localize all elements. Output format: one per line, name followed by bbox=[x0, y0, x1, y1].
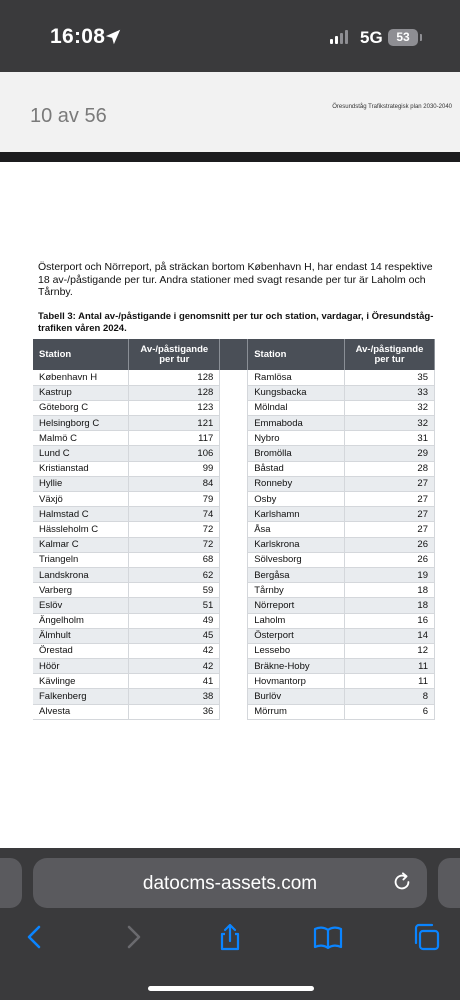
station-name-cell: Kungsbacka bbox=[248, 385, 345, 400]
table-header-row bbox=[33, 339, 435, 370]
table-row bbox=[33, 689, 435, 704]
address-bar[interactable] bbox=[33, 858, 427, 908]
table-body bbox=[33, 370, 435, 719]
value-cell: 12 bbox=[345, 643, 435, 658]
value-cell: 29 bbox=[345, 446, 435, 461]
column-header-value-line2: per tur bbox=[159, 353, 190, 365]
gap-cell bbox=[220, 370, 248, 385]
value-cell: 19 bbox=[345, 567, 435, 582]
value-cell: 14 bbox=[345, 628, 435, 643]
location-arrow-icon bbox=[104, 28, 122, 46]
station-name-cell: Båstad bbox=[248, 461, 345, 476]
document-running-header: Öresundståg Trafikstrategisk plan 2030-2040 bbox=[332, 104, 452, 110]
document-page[interactable] bbox=[0, 162, 460, 848]
gap-cell bbox=[220, 659, 248, 674]
station-name-cell: Halmstad C bbox=[33, 507, 129, 522]
gap-cell bbox=[220, 431, 248, 446]
station-name-cell: Växjö bbox=[33, 492, 129, 507]
table-row bbox=[33, 674, 435, 689]
column-header-station-left: Station bbox=[33, 339, 129, 370]
station-name-cell: Tårnby bbox=[248, 583, 345, 598]
station-name-cell: Hässleholm C bbox=[33, 522, 129, 537]
value-cell: 74 bbox=[129, 507, 220, 522]
value-cell: 18 bbox=[345, 583, 435, 598]
table-row bbox=[33, 552, 435, 567]
table-row bbox=[33, 492, 435, 507]
station-name-cell: Alvesta bbox=[33, 704, 129, 719]
station-name-cell: Varberg bbox=[33, 583, 129, 598]
gap-cell bbox=[220, 461, 248, 476]
station-name-cell: Älmhult bbox=[33, 628, 129, 643]
station-name-cell: Ronneby bbox=[248, 476, 345, 491]
status-time: 16:08 bbox=[50, 25, 106, 48]
gap-cell bbox=[220, 476, 248, 491]
value-cell: 27 bbox=[345, 507, 435, 522]
table-row bbox=[33, 659, 435, 674]
table-row bbox=[33, 704, 435, 719]
network-type: 5G bbox=[360, 28, 383, 47]
table-caption: Tabell 3: Antal av-/påstigande i genomsnitt per tur och station, vardagar, i Öresundstågtrafiken våren 2024. bbox=[38, 311, 434, 334]
book-icon[interactable] bbox=[313, 922, 343, 952]
gap-cell bbox=[220, 674, 248, 689]
value-cell: 51 bbox=[129, 598, 220, 613]
value-cell: 27 bbox=[345, 492, 435, 507]
station-name-cell: Mörrum bbox=[248, 704, 345, 719]
station-name-cell: Höör bbox=[33, 659, 129, 674]
gap-cell bbox=[220, 598, 248, 613]
value-cell: 42 bbox=[129, 643, 220, 658]
station-name-cell: Örestad bbox=[33, 643, 129, 658]
station-name-cell: Falkenberg bbox=[33, 689, 129, 704]
previous-tab-peek[interactable] bbox=[0, 858, 22, 908]
station-name-cell: Nybro bbox=[248, 431, 345, 446]
station-name-cell: Karlshamn bbox=[248, 507, 345, 522]
gap-cell bbox=[220, 537, 248, 552]
column-header-value-line1: Av-/påstigande bbox=[355, 343, 424, 355]
station-name-cell: Kastrup bbox=[33, 385, 129, 400]
table-row bbox=[33, 643, 435, 658]
table-row bbox=[33, 461, 435, 476]
column-header-value-line1: Av-/påstigande bbox=[140, 343, 209, 355]
table-row bbox=[33, 613, 435, 628]
gap-cell bbox=[220, 492, 248, 507]
value-cell: 33 bbox=[345, 385, 435, 400]
gap-cell bbox=[220, 507, 248, 522]
table-row bbox=[33, 370, 435, 385]
value-cell: 59 bbox=[129, 583, 220, 598]
share-icon[interactable] bbox=[215, 922, 245, 952]
value-cell: 62 bbox=[129, 567, 220, 582]
gap-cell bbox=[220, 567, 248, 582]
column-header-value-right bbox=[345, 339, 435, 370]
table-row bbox=[33, 416, 435, 431]
station-name-cell: Laholm bbox=[248, 613, 345, 628]
station-name-cell: Ramlösa bbox=[248, 370, 345, 385]
value-cell: 72 bbox=[129, 522, 220, 537]
station-name-cell: Kristianstad bbox=[33, 461, 129, 476]
reload-icon[interactable] bbox=[391, 871, 413, 893]
intro-paragraph: Österport och Nörreport, på sträckan bortom København H, har endast 14 respektive 18 av-/påstigande per tur. Andra stationer med svagt resande per tur är Laholm och Tårnby. bbox=[38, 261, 433, 298]
gap-cell bbox=[220, 446, 248, 461]
table-row bbox=[33, 385, 435, 400]
value-cell: 49 bbox=[129, 613, 220, 628]
value-cell: 8 bbox=[345, 689, 435, 704]
gap-cell bbox=[220, 583, 248, 598]
station-name-cell: Sölvesborg bbox=[248, 552, 345, 567]
station-name-cell: Triangeln bbox=[33, 552, 129, 567]
address-bar-url: datocms-assets.com bbox=[142, 873, 318, 894]
table-row bbox=[33, 400, 435, 415]
column-header-value-line2: per tur bbox=[374, 353, 405, 365]
value-cell: 16 bbox=[345, 613, 435, 628]
value-cell: 106 bbox=[129, 446, 220, 461]
value-cell: 36 bbox=[129, 704, 220, 719]
value-cell: 117 bbox=[129, 431, 220, 446]
value-cell: 11 bbox=[345, 674, 435, 689]
value-cell: 6 bbox=[345, 704, 435, 719]
gap-cell bbox=[220, 643, 248, 658]
table-row bbox=[33, 598, 435, 613]
gap-cell bbox=[220, 416, 248, 431]
station-name-cell: Lund C bbox=[33, 446, 129, 461]
value-cell: 27 bbox=[345, 522, 435, 537]
table-row bbox=[33, 446, 435, 461]
value-cell: 68 bbox=[129, 552, 220, 567]
document-viewer-header bbox=[0, 72, 460, 152]
table-row bbox=[33, 522, 435, 537]
gap-cell bbox=[220, 613, 248, 628]
station-name-cell: Karlskrona bbox=[248, 537, 345, 552]
tabs-icon[interactable] bbox=[411, 922, 441, 952]
value-cell: 32 bbox=[345, 400, 435, 415]
value-cell: 28 bbox=[345, 461, 435, 476]
status-bar bbox=[0, 0, 460, 72]
table-row bbox=[33, 507, 435, 522]
station-name-cell: Nörreport bbox=[248, 598, 345, 613]
value-cell: 31 bbox=[345, 431, 435, 446]
value-cell: 11 bbox=[345, 659, 435, 674]
station-name-cell: Hyllie bbox=[33, 476, 129, 491]
station-name-cell: Landskrona bbox=[33, 567, 129, 582]
table-row bbox=[33, 567, 435, 582]
station-name-cell: Kalmar C bbox=[33, 537, 129, 552]
station-name-cell: Osby bbox=[248, 492, 345, 507]
table-row bbox=[33, 431, 435, 446]
column-header-station-right: Station bbox=[248, 339, 345, 370]
value-cell: 35 bbox=[345, 370, 435, 385]
table-row bbox=[33, 583, 435, 598]
value-cell: 38 bbox=[129, 689, 220, 704]
page-separator bbox=[0, 152, 460, 162]
station-name-cell: Bräkne-Hoby bbox=[248, 659, 345, 674]
station-name-cell: Bergåsa bbox=[248, 567, 345, 582]
gap-cell bbox=[220, 552, 248, 567]
value-cell: 41 bbox=[129, 674, 220, 689]
value-cell: 32 bbox=[345, 416, 435, 431]
next-tab-peek[interactable] bbox=[438, 858, 460, 908]
station-table bbox=[33, 339, 435, 720]
column-header-gap bbox=[220, 339, 248, 370]
gap-cell bbox=[220, 689, 248, 704]
station-name-cell: Burlöv bbox=[248, 689, 345, 704]
station-name-cell: Hovmantorp bbox=[248, 674, 345, 689]
page-counter: 10 av 56 bbox=[30, 105, 107, 127]
value-cell: 72 bbox=[129, 537, 220, 552]
value-cell: 79 bbox=[129, 492, 220, 507]
value-cell: 42 bbox=[129, 659, 220, 674]
table-row bbox=[33, 537, 435, 552]
value-cell: 84 bbox=[129, 476, 220, 491]
value-cell: 18 bbox=[345, 598, 435, 613]
value-cell: 123 bbox=[129, 400, 220, 415]
chevron-left-icon[interactable] bbox=[20, 922, 50, 952]
station-name-cell: Ängelholm bbox=[33, 613, 129, 628]
station-name-cell: Helsingborg C bbox=[33, 416, 129, 431]
value-cell: 45 bbox=[129, 628, 220, 643]
value-cell: 128 bbox=[129, 385, 220, 400]
station-name-cell: Malmö C bbox=[33, 431, 129, 446]
column-header-value-left bbox=[129, 339, 220, 370]
battery-icon: 53 bbox=[388, 29, 418, 46]
station-name-cell: Åsa bbox=[248, 522, 345, 537]
value-cell: 26 bbox=[345, 552, 435, 567]
station-name-cell: Österport bbox=[248, 628, 345, 643]
browser-toolbar bbox=[0, 848, 460, 1000]
table-row bbox=[33, 476, 435, 491]
value-cell: 121 bbox=[129, 416, 220, 431]
gap-cell bbox=[220, 385, 248, 400]
value-cell: 27 bbox=[345, 476, 435, 491]
chevron-right-icon[interactable] bbox=[118, 922, 148, 952]
value-cell: 26 bbox=[345, 537, 435, 552]
station-name-cell: Mölndal bbox=[248, 400, 345, 415]
gap-cell bbox=[220, 628, 248, 643]
gap-cell bbox=[220, 400, 248, 415]
gap-cell bbox=[220, 704, 248, 719]
station-name-cell: Eslöv bbox=[33, 598, 129, 613]
cellular-signal-icon bbox=[330, 30, 348, 44]
station-name-cell: København H bbox=[33, 370, 129, 385]
station-name-cell: Lessebo bbox=[248, 643, 345, 658]
station-name-cell: Bromölla bbox=[248, 446, 345, 461]
table-row bbox=[33, 628, 435, 643]
station-name-cell: Göteborg C bbox=[33, 400, 129, 415]
station-name-cell: Emmaboda bbox=[248, 416, 345, 431]
home-indicator bbox=[148, 986, 314, 991]
station-name-cell: Kävlinge bbox=[33, 674, 129, 689]
value-cell: 128 bbox=[129, 370, 220, 385]
value-cell: 99 bbox=[129, 461, 220, 476]
gap-cell bbox=[220, 522, 248, 537]
